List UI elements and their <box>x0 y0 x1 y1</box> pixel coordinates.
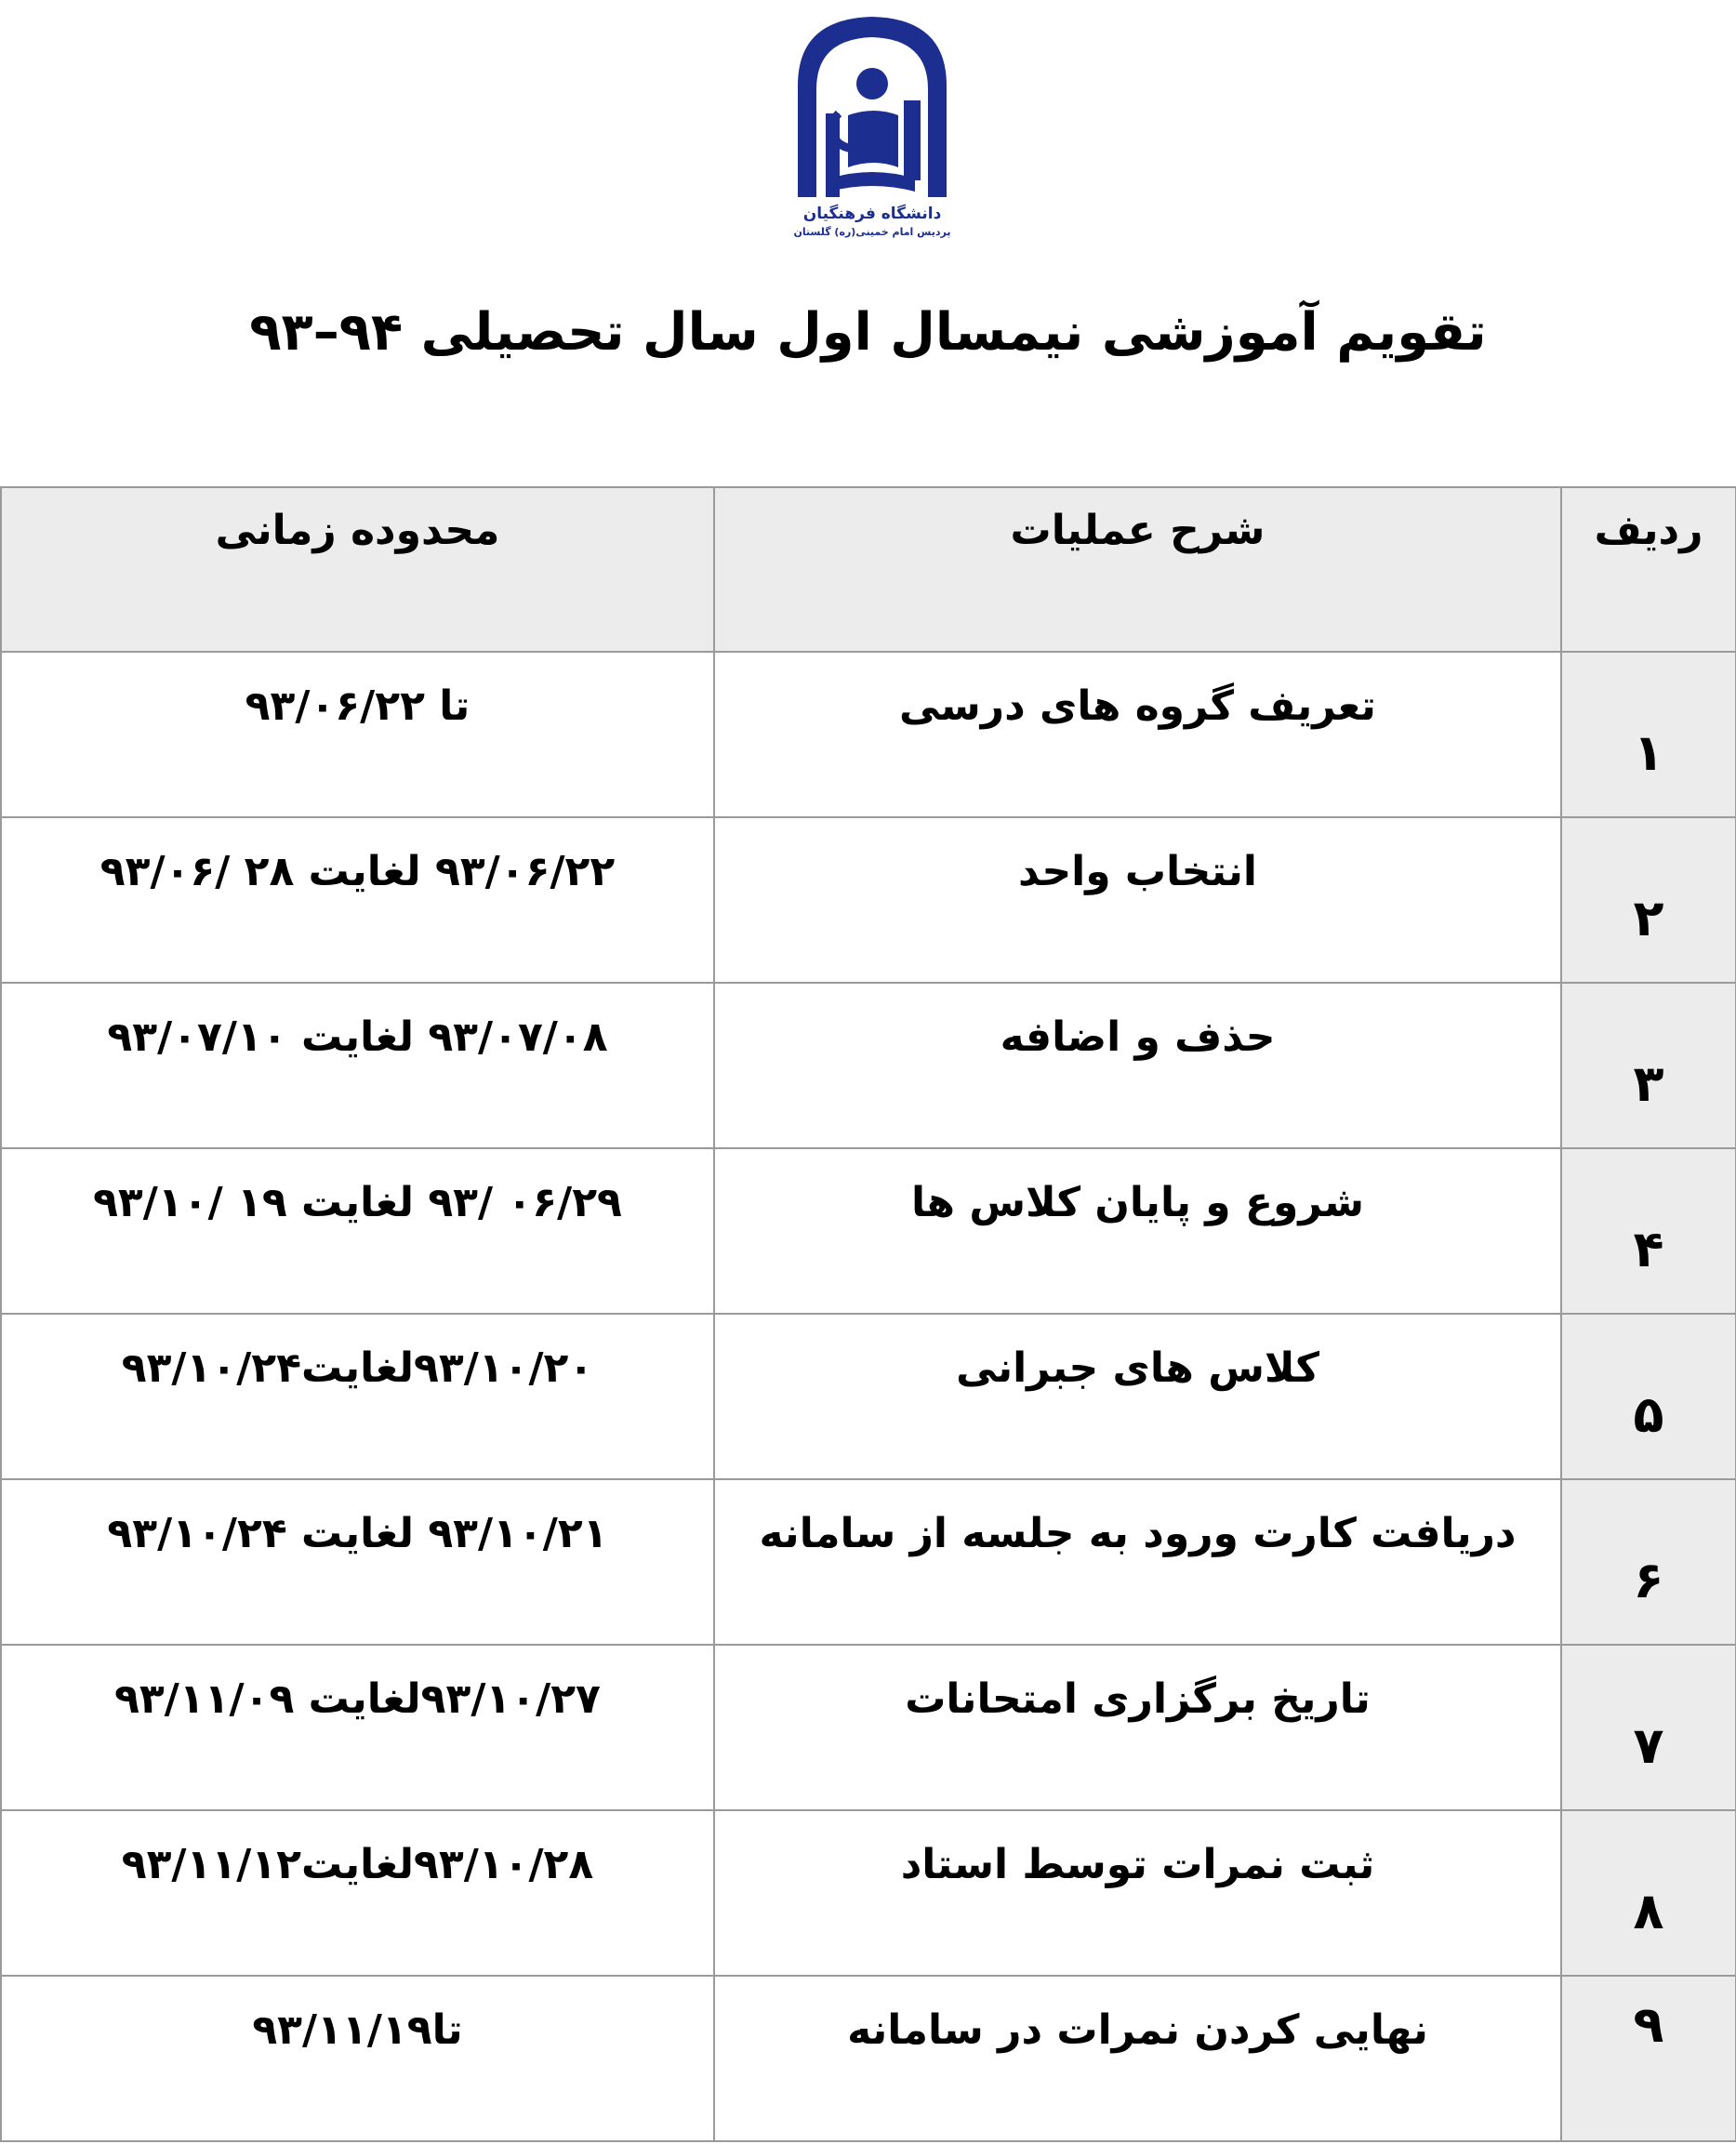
row-index: ۵ <box>1561 1314 1736 1479</box>
row-index: ۸ <box>1561 1810 1736 1976</box>
row-index: ۷ <box>1561 1645 1736 1810</box>
header-time-range: محدوده زمانی <box>1 487 714 652</box>
row-time-range: ۹۳/۱۰/۲۸لغایت۹۳/۱۱/۱۲ <box>1 1810 714 1976</box>
table-row <box>1 983 1736 1148</box>
table-row <box>1 1810 1736 1976</box>
row-description: کلاس های جبرانی <box>714 1314 1561 1479</box>
table-row <box>1 652 1736 817</box>
row-time-range: ۰۶/۲۹ /۹۳ لغایت ۱۹ /۹۳/۱۰ <box>1 1148 714 1314</box>
row-description: حذف و اضافه <box>714 983 1561 1148</box>
row-index: ۲ <box>1561 817 1736 983</box>
row-index: ۳ <box>1561 983 1736 1148</box>
university-logo <box>788 11 956 262</box>
row-description: تاریخ برگزاری امتحانات <box>714 1645 1561 1810</box>
row-time-range: ۹۳/۱۰/۲۷لغایت ۹۳/۱۱/۰۹ <box>1 1645 714 1810</box>
logo-text-campus: پردیس امام خمینی(ره) گلستان <box>793 226 951 238</box>
row-description: ثبت نمرات توسط استاد <box>714 1810 1561 1976</box>
row-time-range: ۹۳/۰۶/۲۲ لغایت ۲۸ /۹۳/۰۶ <box>1 817 714 983</box>
table-row <box>1 1314 1736 1479</box>
university-emblem-icon <box>788 11 956 202</box>
row-description: انتخاب واحد <box>714 817 1561 983</box>
row-description: شروع و پایان کلاس ها <box>714 1148 1561 1314</box>
header-index: ردیف <box>1561 487 1736 652</box>
row-time-range: تا ۹۳/۰۶/۲۲ <box>1 652 714 817</box>
table-row <box>1 1479 1736 1645</box>
row-description: دریافت کارت ورود به جلسه از سامانه <box>714 1479 1561 1645</box>
logo-text-university: دانشگاه فرهنگیان <box>802 205 942 223</box>
row-time-range: تا۹۳/۱۱/۱۹ <box>1 1976 714 2141</box>
row-time-range: ۹۳/۱۰/۲۱ لغایت ۹۳/۱۰/۲۴ <box>1 1479 714 1645</box>
table-row <box>1 1645 1736 1810</box>
row-description: نهایی کردن نمرات در سامانه <box>714 1976 1561 2141</box>
table-header-row <box>1 487 1736 652</box>
table-row <box>1 817 1736 983</box>
row-index: ۹ <box>1561 1976 1736 2141</box>
row-time-range: ۹۳/۰۷/۰۸ لغایت ۹۳/۰۷/۱۰ <box>1 983 714 1148</box>
row-time-range: ۹۳/۱۰/۲۰لغایت۹۳/۱۰/۲۴ <box>1 1314 714 1479</box>
row-index: ۴ <box>1561 1148 1736 1314</box>
header-description: شرح عملیات <box>714 487 1561 652</box>
table-row <box>1 1976 1736 2141</box>
page-title: تقویم آموزشی نیمسال اول سال تحصیلی ۹۴–۹۳ <box>249 302 1487 363</box>
row-index: ۶ <box>1561 1479 1736 1645</box>
academic-calendar-table <box>0 486 1736 2142</box>
table-row <box>1 1148 1736 1314</box>
row-description: تعریف گروه های درسی <box>714 652 1561 817</box>
row-index: ۱ <box>1561 652 1736 817</box>
